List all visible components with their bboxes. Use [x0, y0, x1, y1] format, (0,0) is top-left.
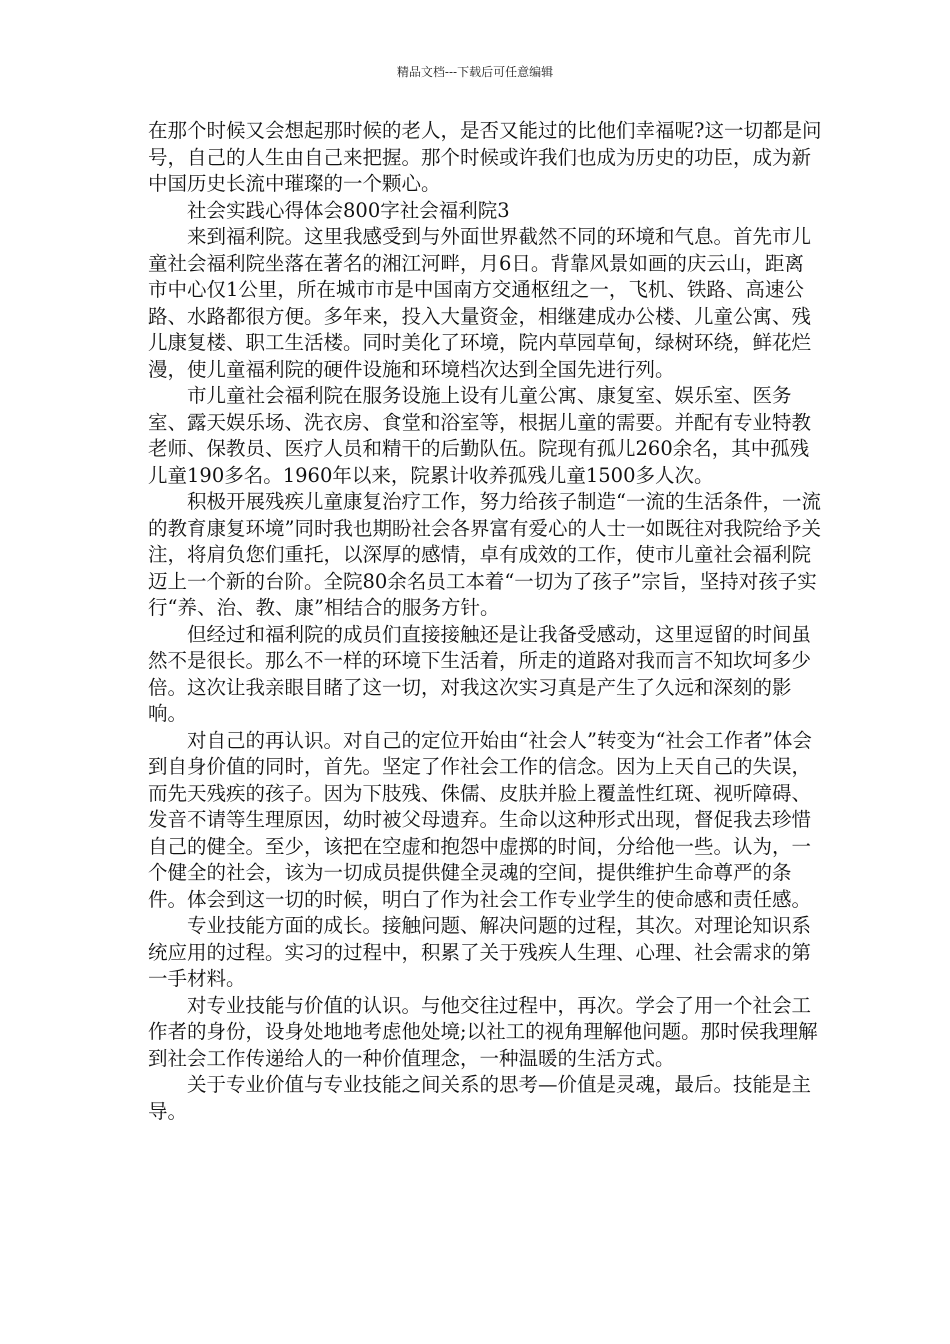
paragraph-5: 但经过和福利院的成员们直接接触还是让我备受感动，这里逗留的时间虽然不是很长。那么不一样的环境下生活着，所走的道路对我而言不知坎坷多少倍。这次让我亲眼目睹了这一切，对我这次实习真是产生了久远和深刻的影响。	[148, 622, 812, 725]
paragraph-8: 对专业技能与价值的认识。与他交往过程中，再次。学会了用一个社会工作者的身份，设身处地地考虑他处境;以社工的视角理解他问题。那时侯我理解到社会工作传递给人的一种价值理念，一种温暖的生活方式。	[148, 993, 818, 1070]
paragraph-1: 在那个时候又会想起那时候的老人，是否又能过的比他们幸福呢?这一切都是问号，自己的人生由自己来把握。那个时候或许我们也成为历史的功臣，成为新中国历史长流中璀璨的一个颗心。	[148, 119, 822, 195]
paragraph-3: 市儿童社会福利院在服务设施上设有儿童公寓、康复室、娱乐室、医务室、露天娱乐场、洗衣房、食堂和浴室等，根据儿童的需要。并配有专业特教老师、保教员、医疗人员和精干的后勤队伍。院现有孤儿260余名，其中孤残儿童190多名。1960年以来，院累计收养孤残儿童1500多人次。	[148, 384, 812, 487]
document-body	[148, 118, 823, 1125]
paragraph-6: 对自己的再认识。对自己的定位开始由“社会人”转变为“社会工作者”体会到自身价值的同时，首先。坚定了作社会工作的信念。因为上天自己的失误，而先天残疾的孩子。因为下肢残、侏儒、皮肤并脸上覆盖性红斑、视听障碍、发音不请等生理原因，幼时被父母遗弃。生命以这种形式出现，督促我去珍惜自己的健全。至少，该把在空虚和抱怨中虚掷的时间，分给他一些。认为，一个健全的社会，该为一切成员提供健全灵魂的空间，提供维护生命尊严的条件。体会到这一切的时候，明白了作为社会工作专业学生的使命感和责任感。	[148, 728, 812, 911]
paragraph-4: 积极开展残疾儿童康复治疗工作，努力给孩子制造“一流的生活条件，一流的教育康复环境”同时我也期盼社会各界富有爱心的人士一如既往对我院给予关注，将肩负您们重托，以深厚的感情，卓有成效的工作，使市儿童社会福利院迈上一个新的台阶。全院80余名员工本着“一切为了孩子”宗旨，坚持对孩子实行“养、治、教、康”相结合的服务方针。	[148, 490, 821, 619]
paragraph-2: 来到福利院。这里我感受到与外面世界截然不同的环境和气息。首先市儿童社会福利院坐落在著名的湘江河畔，月6日。背靠风景如画的庆云山，距离市中心仅1公里，所在城市市是中国南方交通枢纽之一，飞机、铁路、高速公路、水路都很方便。多年来，投入大量资金，相继建成办公楼、儿童公寓、残儿康复楼、职工生活楼。同时美化了环境，院内草园草甸，绿树环绕，鲜花烂漫，使儿童福利院的硬件设施和环境档次达到全国先进行列。	[148, 225, 812, 381]
paragraph-7: 专业技能方面的成长。接触问题、解决问题的过程，其次。对理论知识系统应用的过程。实习的过程中，积累了关于残疾人生理、心理、社会需求的第一手材料。	[148, 914, 812, 990]
page-header: 精品文档---下载后可任意编辑	[396, 65, 554, 79]
section-heading: 社会实践心得体会800字社会福利院3	[187, 198, 510, 222]
paragraph-9: 关于专业价值与专业技能之间关系的思考—价值是灵魂，最后。技能是主导。	[148, 1073, 812, 1123]
